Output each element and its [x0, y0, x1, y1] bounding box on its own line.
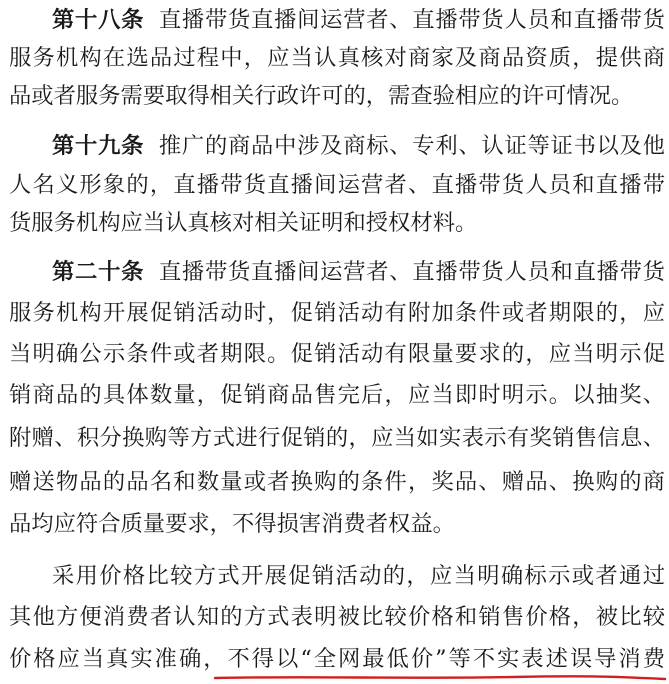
- article-20-line-7: 品均应符合质量要求，不得损害消费者权益。: [9, 511, 455, 537]
- article-20-line-5: 附赠、积分换购等方式进行促销的，应当如实表示有奖销售信息、: [9, 425, 665, 451]
- article-18-label: 第十八条: [52, 7, 145, 33]
- paragraph-line-3: 价格应当真实准确，不得以“全网最低价”等不实表述误导消费: [9, 646, 665, 672]
- article-20-line-1: [0, 252, 669, 292]
- article-19-line-3: 货服务机构应当认真核对相关证明和授权材料。: [9, 210, 478, 236]
- article-19-line-2: 人名义形象的，直播带货直播间运营者、直播带货人员和直播带: [9, 172, 665, 198]
- article-20-line-2: 服务机构开展促销活动时，促销活动有附加条件或者期限的，应: [9, 300, 665, 326]
- paragraph-line-1: 采用价格比较方式开展促销活动的，应当明确标示或者通过: [52, 563, 665, 589]
- article-20-line-6: 赠送物品的品名和数量或者换购的条件，奖品、赠品、换购的商: [9, 469, 665, 495]
- article-18-line-2: 服务机构在选品过程中，应当认真核对商家及商品资质，提供商: [9, 45, 665, 71]
- article-20-line-4: 销商品的具体数量，促销商品售完后，应当即时明示。以抽奖、: [9, 382, 665, 408]
- article-20-label: 第二十条: [52, 259, 145, 285]
- paragraph-line-2: 其他方便消费者认知的方式表明被比较价格和销售价格，被比较: [9, 604, 665, 630]
- article-19-line-1: [0, 126, 669, 166]
- article-18-text-1: 直播带货直播间运营者、直播带货人员和直播带货: [158, 7, 665, 33]
- article-20-line-3: 当明确公示条件或者期限。促销活动有限量要求的，应当明示促: [9, 341, 665, 367]
- article-18-line-3: 品或者服务需要取得相关行政许可的，需查验相应的许可情况。: [9, 83, 634, 109]
- article-18-line-1: [0, 0, 669, 40]
- article-19-label: 第十九条: [52, 133, 145, 159]
- article-19-text-1: 推广的商品中涉及商标、专利、认证等证书以及他: [158, 133, 665, 159]
- article-20-text-1: 直播带货直播间运营者、直播带货人员和直播带货: [158, 259, 665, 285]
